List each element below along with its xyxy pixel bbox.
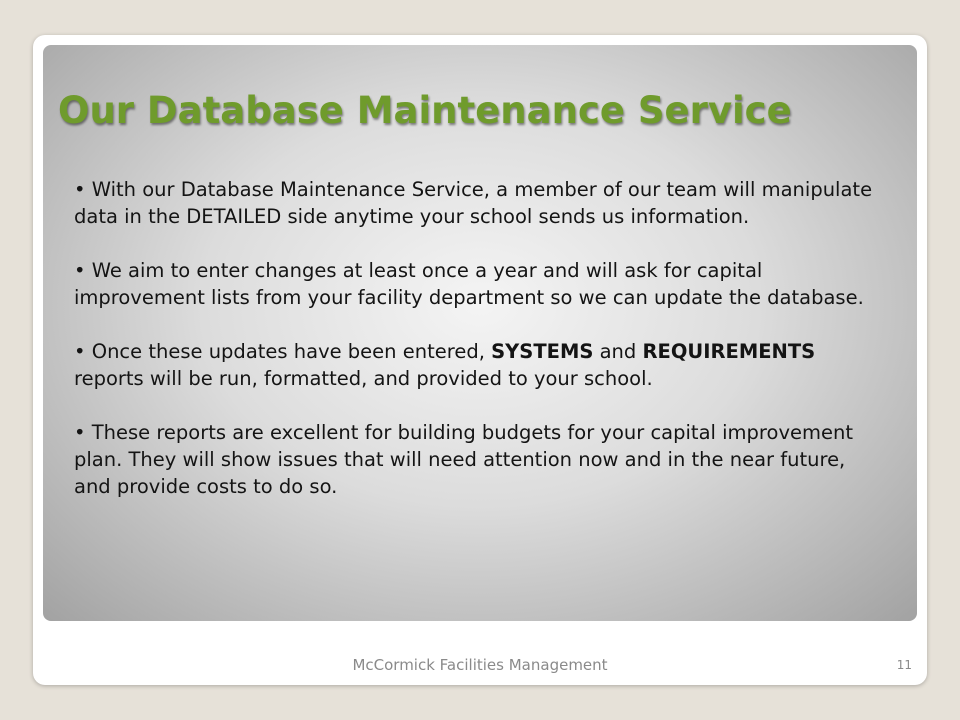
bullet-paragraph-3	[74, 338, 874, 392]
paragraph-text: With our Database Maintenance Service, a member of our team will manipulate data in the DETAILED side anytime your school sends us information.	[74, 178, 873, 228]
paragraph-text: Once these updates have been entered,	[91, 340, 485, 363]
bullet-paragraph-4	[74, 419, 874, 500]
slide-footer: McCormick Facilities Management	[352, 656, 608, 674]
requirements-keyword: REQUIREMENTS	[642, 340, 816, 363]
paragraph-text: reports will be run, formatted, and provided to your school.	[74, 367, 653, 390]
paragraph-text: and	[599, 340, 637, 363]
bullet-paragraph-1	[74, 176, 874, 230]
bullet-marker: •	[74, 340, 86, 363]
bullet-marker: •	[74, 178, 86, 201]
slide	[33, 35, 927, 685]
systems-keyword: SYSTEMS	[491, 340, 594, 363]
page-number: 11	[896, 658, 912, 672]
bullet-paragraph-2	[74, 257, 874, 311]
paragraph-text: We aim to enter changes at least once a year and will ask for capital improvement lists from your facility department so we can update the database.	[74, 259, 864, 309]
bullet-marker: •	[74, 421, 86, 444]
bullet-marker: •	[74, 259, 86, 282]
slide-body	[74, 176, 874, 500]
slide-title: Our Database Maintenance Service	[58, 89, 792, 132]
paragraph-text: These reports are excellent for building budgets for your capital improvement plan. They will show issues that will need attention now and in the near future, and provide costs to do so.	[74, 421, 853, 498]
